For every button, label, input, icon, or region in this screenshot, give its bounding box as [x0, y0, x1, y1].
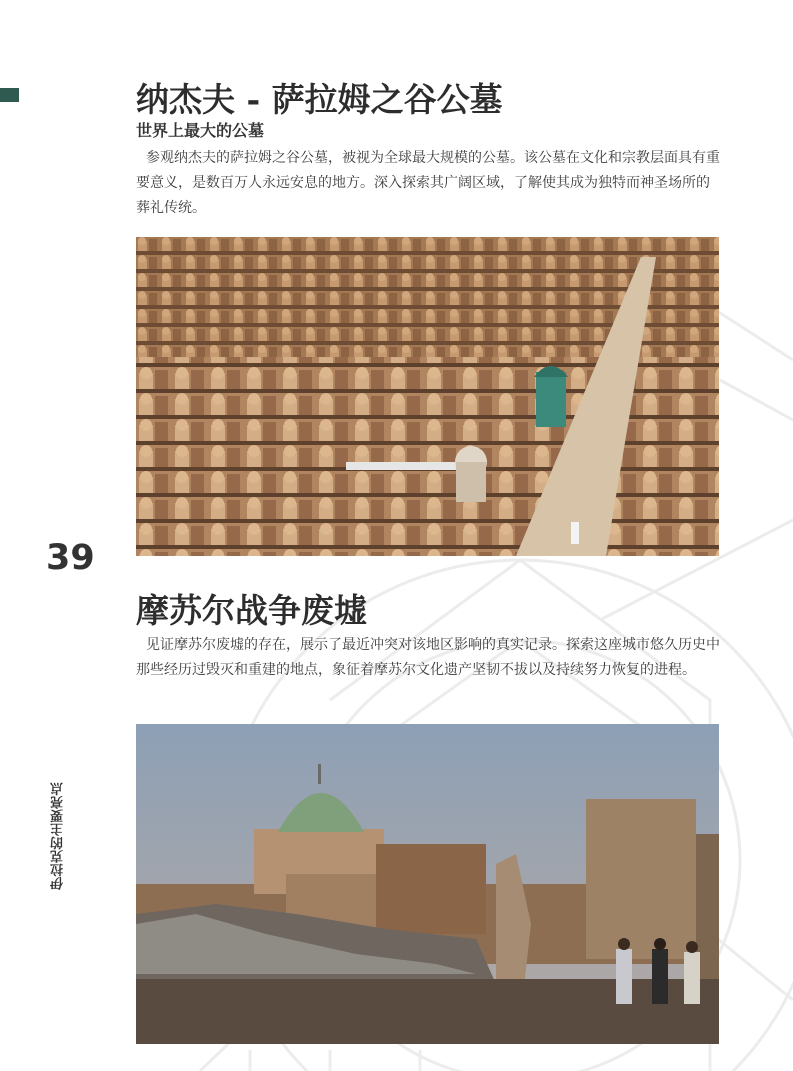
accent-bar — [0, 88, 19, 102]
section-title: 纳杰夫 - 萨拉姆之谷公墓 — [136, 80, 503, 119]
cemetery-photo — [136, 237, 719, 556]
section-body: 参观纳杰夫的萨拉姆之谷公墓，被视为全球最大规模的公墓。该公墓在文化和宗教层面具有重要意义，是数百万人永远安息的地方。深入探索其广阔区域，了解使其成为独特而神圣场所的葬礼传统。 — [136, 150, 720, 216]
section-subtitle: 世界上最大的公墓 — [136, 121, 265, 140]
section-title: 摩苏尔战争废墟 — [136, 591, 367, 630]
page-number: 39 — [46, 538, 95, 578]
section-body: 见证摩苏尔废墟的存在，展示了最近冲突对该地区影响的真实记录。探索这座城市悠久历史中那些经历过毁灭和重建的地点，象征着摩苏尔文化遗产坚韧不拔以及持续努力恢复的进程。 — [136, 637, 720, 678]
section-mosul — [136, 591, 720, 683]
section-najaf — [136, 80, 720, 221]
mosul-ruins-photo — [136, 724, 719, 1044]
running-header: 伊拉克的主要亮点 — [51, 782, 66, 890]
